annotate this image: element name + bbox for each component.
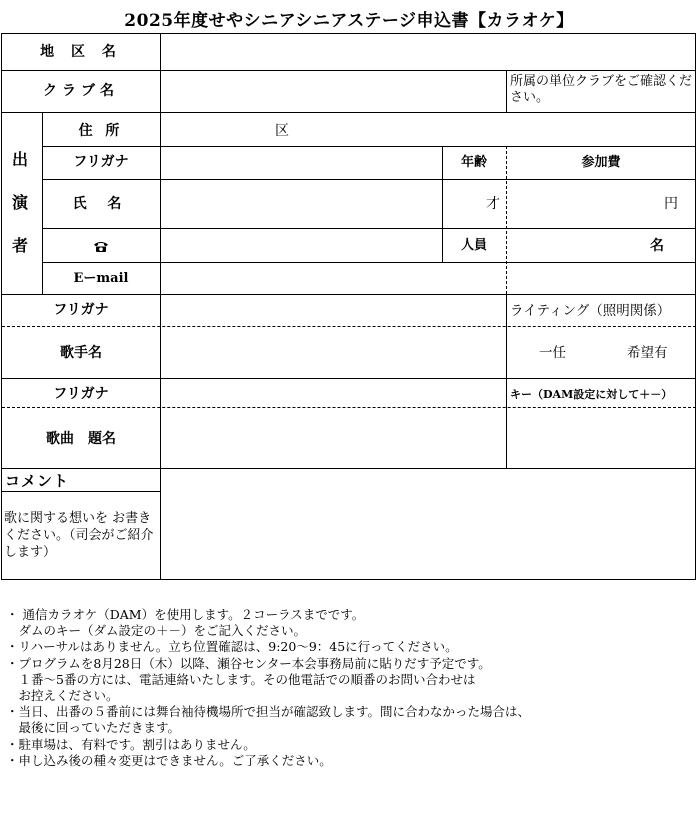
age-label: 年齢: [460, 155, 487, 170]
performer-label-1: 出: [12, 150, 29, 169]
name-input[interactable]: [161, 180, 442, 228]
key-input[interactable]: [507, 408, 696, 468]
note-item: ・ 通信カラオケ（DAM）を使用します。２コーラスまでです。: [6, 607, 365, 622]
singer-furigana-label: フリガナ: [53, 302, 109, 318]
address-label: 住 所: [78, 123, 124, 139]
application-form: [1, 33, 696, 580]
comment-input[interactable]: [161, 469, 696, 579]
note-item: ・申し込み後の種々変更はできません。ご了承ください。: [6, 752, 332, 768]
fee-unit: 円: [664, 196, 678, 212]
song-input[interactable]: [161, 408, 506, 468]
people-input[interactable]: [507, 229, 647, 262]
fee-input[interactable]: [507, 180, 662, 228]
performer-label-2: 演: [12, 193, 29, 212]
performer-label-3: 者: [12, 236, 29, 255]
comment-hint: 歌に関する想いを お書きください。（司会がご紹介します）: [4, 511, 154, 560]
note-item: 最後に回っていただきます。: [6, 720, 181, 736]
address-ward: 区: [275, 123, 289, 139]
people-label: 人員: [460, 238, 487, 253]
note-item: ・プログラムを8月28日（木）以降、瀬谷センター本会事務局前に貼りだす予定です。: [6, 655, 491, 671]
club-label: クラブ名: [43, 83, 119, 99]
note-item: ダムのキー（ダム設定の＋－）をご記入ください。: [6, 623, 307, 639]
singer-input[interactable]: [161, 327, 506, 378]
fee-label: 参加費: [581, 155, 621, 170]
address-input[interactable]: [161, 113, 696, 146]
email-label: Eーmail: [73, 271, 129, 286]
lighting-option-request[interactable]: 希望有: [627, 345, 668, 361]
phone-input[interactable]: [161, 229, 442, 262]
club-input[interactable]: [161, 71, 506, 112]
key-label: キー（DAM設定に対して＋－）: [510, 388, 673, 401]
phone-icon: [42, 238, 160, 254]
note-item: ・駐車場は、有料です。割引はありません。: [6, 736, 256, 752]
district-label: 地 区 名: [40, 44, 122, 60]
song-furigana-label: フリガナ: [53, 386, 109, 402]
name-label: 氏 名: [72, 196, 130, 212]
note-item: ・リハーサルはありません。立ち位置確認は、9:20～9：45に行ってください。: [6, 639, 458, 655]
note-item: お控えください。: [6, 688, 119, 704]
song-label: 歌曲 題名: [46, 431, 116, 447]
furigana-input[interactable]: [161, 147, 442, 179]
people-unit: 名: [650, 238, 664, 254]
club-note: 所属の単位クラブをご確認ください。: [510, 74, 693, 105]
comment-label: コメント: [5, 472, 70, 490]
singer-furigana-input[interactable]: [161, 295, 506, 326]
age-unit: 才: [486, 196, 500, 212]
note-item: １番～5番の方には、電話連絡いたします。その他電話での順番のお問い合わせは: [6, 671, 476, 687]
age-input[interactable]: [443, 180, 485, 228]
lighting-option-any[interactable]: 一任: [539, 345, 566, 361]
notes-list: [6, 607, 694, 769]
singer-label: 歌手名: [60, 345, 102, 361]
page-title: 2025年度せやシニアシニアステージ申込書【カラオケ】: [124, 11, 574, 31]
email-input[interactable]: [161, 263, 696, 294]
district-input[interactable]: [161, 34, 696, 70]
song-furigana-input[interactable]: [161, 379, 506, 407]
lighting-label: ライティング（照明関係）: [510, 303, 671, 319]
note-item: ・当日、出番の５番前には舞台袖待機場所で担当が確認致します。間に合わなかった場合は、: [6, 704, 531, 720]
furigana-label: フリガナ: [73, 154, 129, 170]
